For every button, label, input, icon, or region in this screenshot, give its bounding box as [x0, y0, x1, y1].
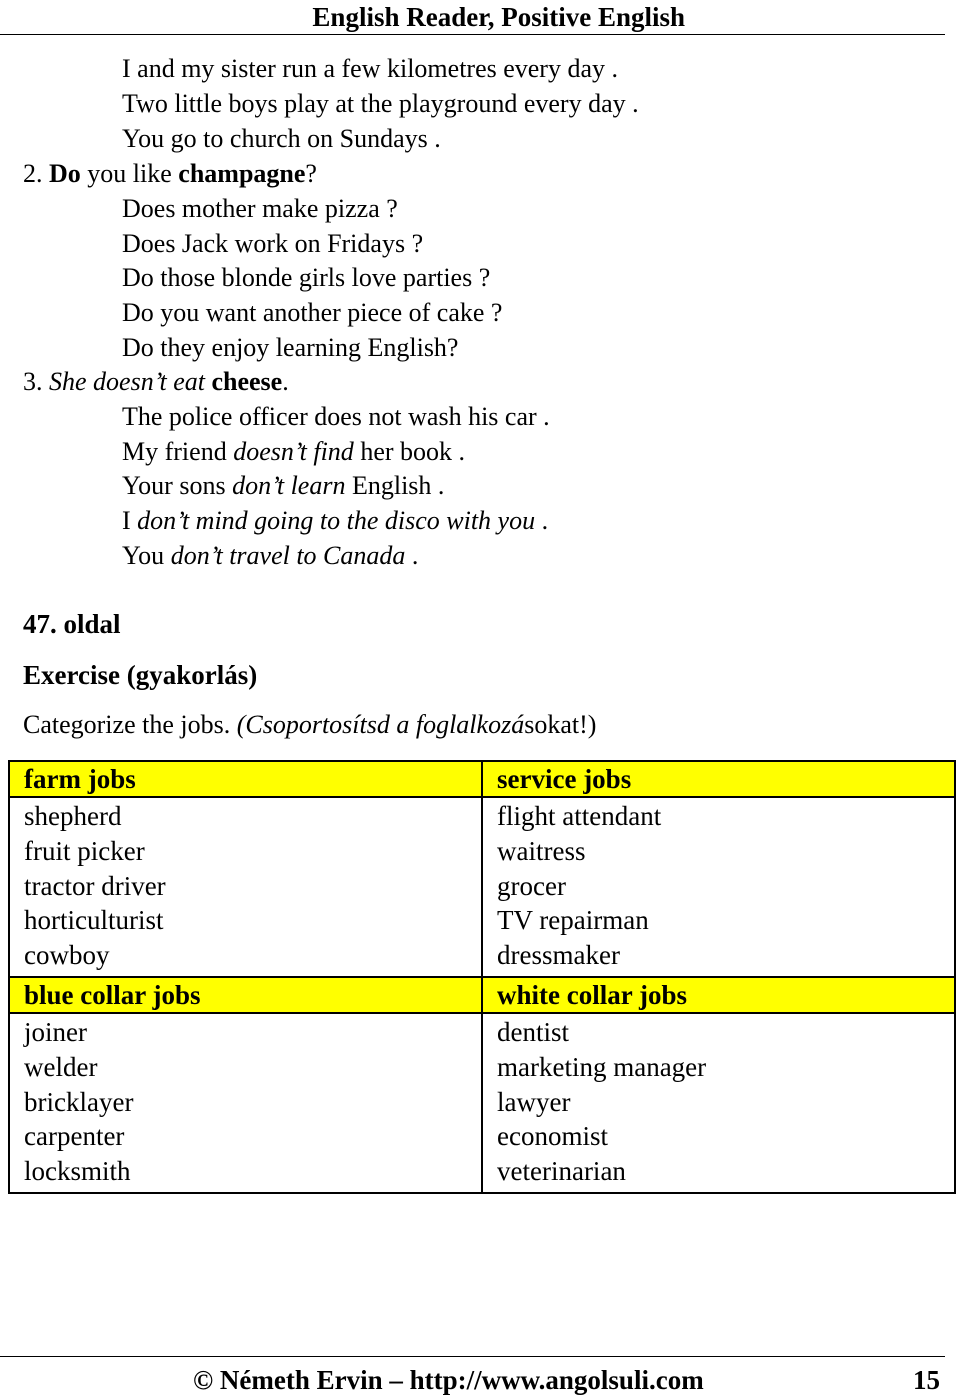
text: . — [282, 367, 289, 396]
page-footer — [0, 1356, 945, 1395]
jobs-cell — [482, 797, 955, 977]
jobs-cell — [482, 1013, 955, 1193]
page-reference: 47. oldal — [23, 609, 121, 639]
category-header: service jobs — [482, 761, 955, 797]
category-header: farm jobs — [9, 761, 482, 797]
bold-word: cheese — [211, 367, 283, 396]
job-item: fruit picker — [24, 835, 145, 866]
job-item: marketing manager — [497, 1051, 707, 1082]
job-item: dressmaker — [497, 940, 620, 971]
category-header: white collar jobs — [482, 977, 955, 1013]
category-row — [9, 761, 955, 797]
jobs-cell — [9, 797, 482, 977]
answer-line: Do you want another piece of cake ? — [122, 298, 503, 327]
answer-line — [122, 540, 418, 572]
job-item: locksmith — [24, 1156, 131, 1187]
italic-text: She doesn’t eat — [49, 367, 205, 396]
job-item: cowboy — [24, 940, 110, 971]
job-item: veterinarian — [497, 1156, 626, 1187]
job-item: bricklayer — [24, 1086, 134, 1117]
job-item: flight attendant — [497, 801, 662, 831]
answer-line: Do they enjoy learning English? — [122, 333, 459, 362]
answer-line — [122, 505, 548, 537]
jobs-row — [9, 1013, 955, 1193]
question-number: 2. — [23, 159, 43, 188]
answer-3-first — [23, 366, 289, 398]
italic-text: don’t mind going to the disco with you — [137, 506, 536, 535]
job-item: carpenter — [24, 1121, 125, 1152]
text: you like — [87, 159, 172, 188]
answer-line: Two little boys play at the playground every day . — [122, 89, 639, 118]
text: Your sons — [122, 471, 226, 500]
page-number: 15 — [913, 1365, 940, 1395]
instruction-tail: sokat!) — [524, 710, 597, 739]
answer-line: The police officer does not wash his car . — [122, 402, 550, 431]
footer-credit: © Németh Ervin – http://www.angolsuli.com — [193, 1365, 704, 1395]
text: English . — [351, 471, 445, 500]
jobs-row — [9, 797, 955, 977]
answer-line: Do those blonde girls love parties ? — [122, 263, 491, 292]
category-header: blue collar jobs — [9, 977, 482, 1013]
text: My friend — [122, 437, 227, 466]
italic-text: don’t learn — [232, 471, 346, 500]
job-item: tractor driver — [24, 870, 166, 901]
category-row — [9, 977, 955, 1013]
jobs-cell — [9, 1013, 482, 1193]
text: I — [122, 506, 131, 535]
answer-line: I and my sister run a few kilometres every day . — [122, 54, 619, 83]
instruction-italic: (Csoportosítsd a foglalkozá — [236, 710, 525, 739]
question-number: 3. — [23, 367, 43, 396]
job-item: lawyer — [497, 1086, 571, 1117]
page-header — [0, 0, 945, 35]
job-item: TV repairman — [497, 905, 649, 936]
job-item: waitress — [497, 835, 586, 866]
job-item: horticulturist — [24, 905, 164, 936]
job-item: grocer — [497, 870, 566, 901]
italic-text: doesn’t find — [233, 437, 354, 466]
bold-word: Do — [49, 159, 81, 188]
answer-line — [122, 470, 444, 502]
text: . — [411, 541, 419, 570]
job-item: shepherd — [24, 801, 122, 831]
instruction-text: Categorize the jobs. — [23, 710, 231, 739]
job-item: dentist — [497, 1016, 569, 1047]
text: You — [122, 541, 165, 570]
jobs-table — [8, 760, 956, 1194]
answer-line: Does mother make pizza ? — [122, 194, 398, 223]
job-item: joiner — [24, 1016, 87, 1047]
job-item: welder — [24, 1051, 98, 1082]
exercise-heading: Exercise (gyakorlás) — [23, 660, 258, 690]
job-item: economist — [497, 1121, 608, 1152]
answer-2-first — [23, 158, 317, 190]
answer-line: Does Jack work on Fridays ? — [122, 229, 424, 258]
exercise-instruction — [23, 710, 596, 740]
italic-text: don’t travel to Canada — [170, 541, 406, 570]
header-title: English Reader, Positive English — [312, 2, 685, 32]
answer-line — [122, 436, 465, 468]
text: . — [541, 506, 549, 535]
bold-word: champagne — [178, 159, 306, 188]
text: her book . — [360, 437, 466, 466]
text: ? — [305, 159, 317, 188]
answer-line: You go to church on Sundays . — [122, 124, 441, 153]
